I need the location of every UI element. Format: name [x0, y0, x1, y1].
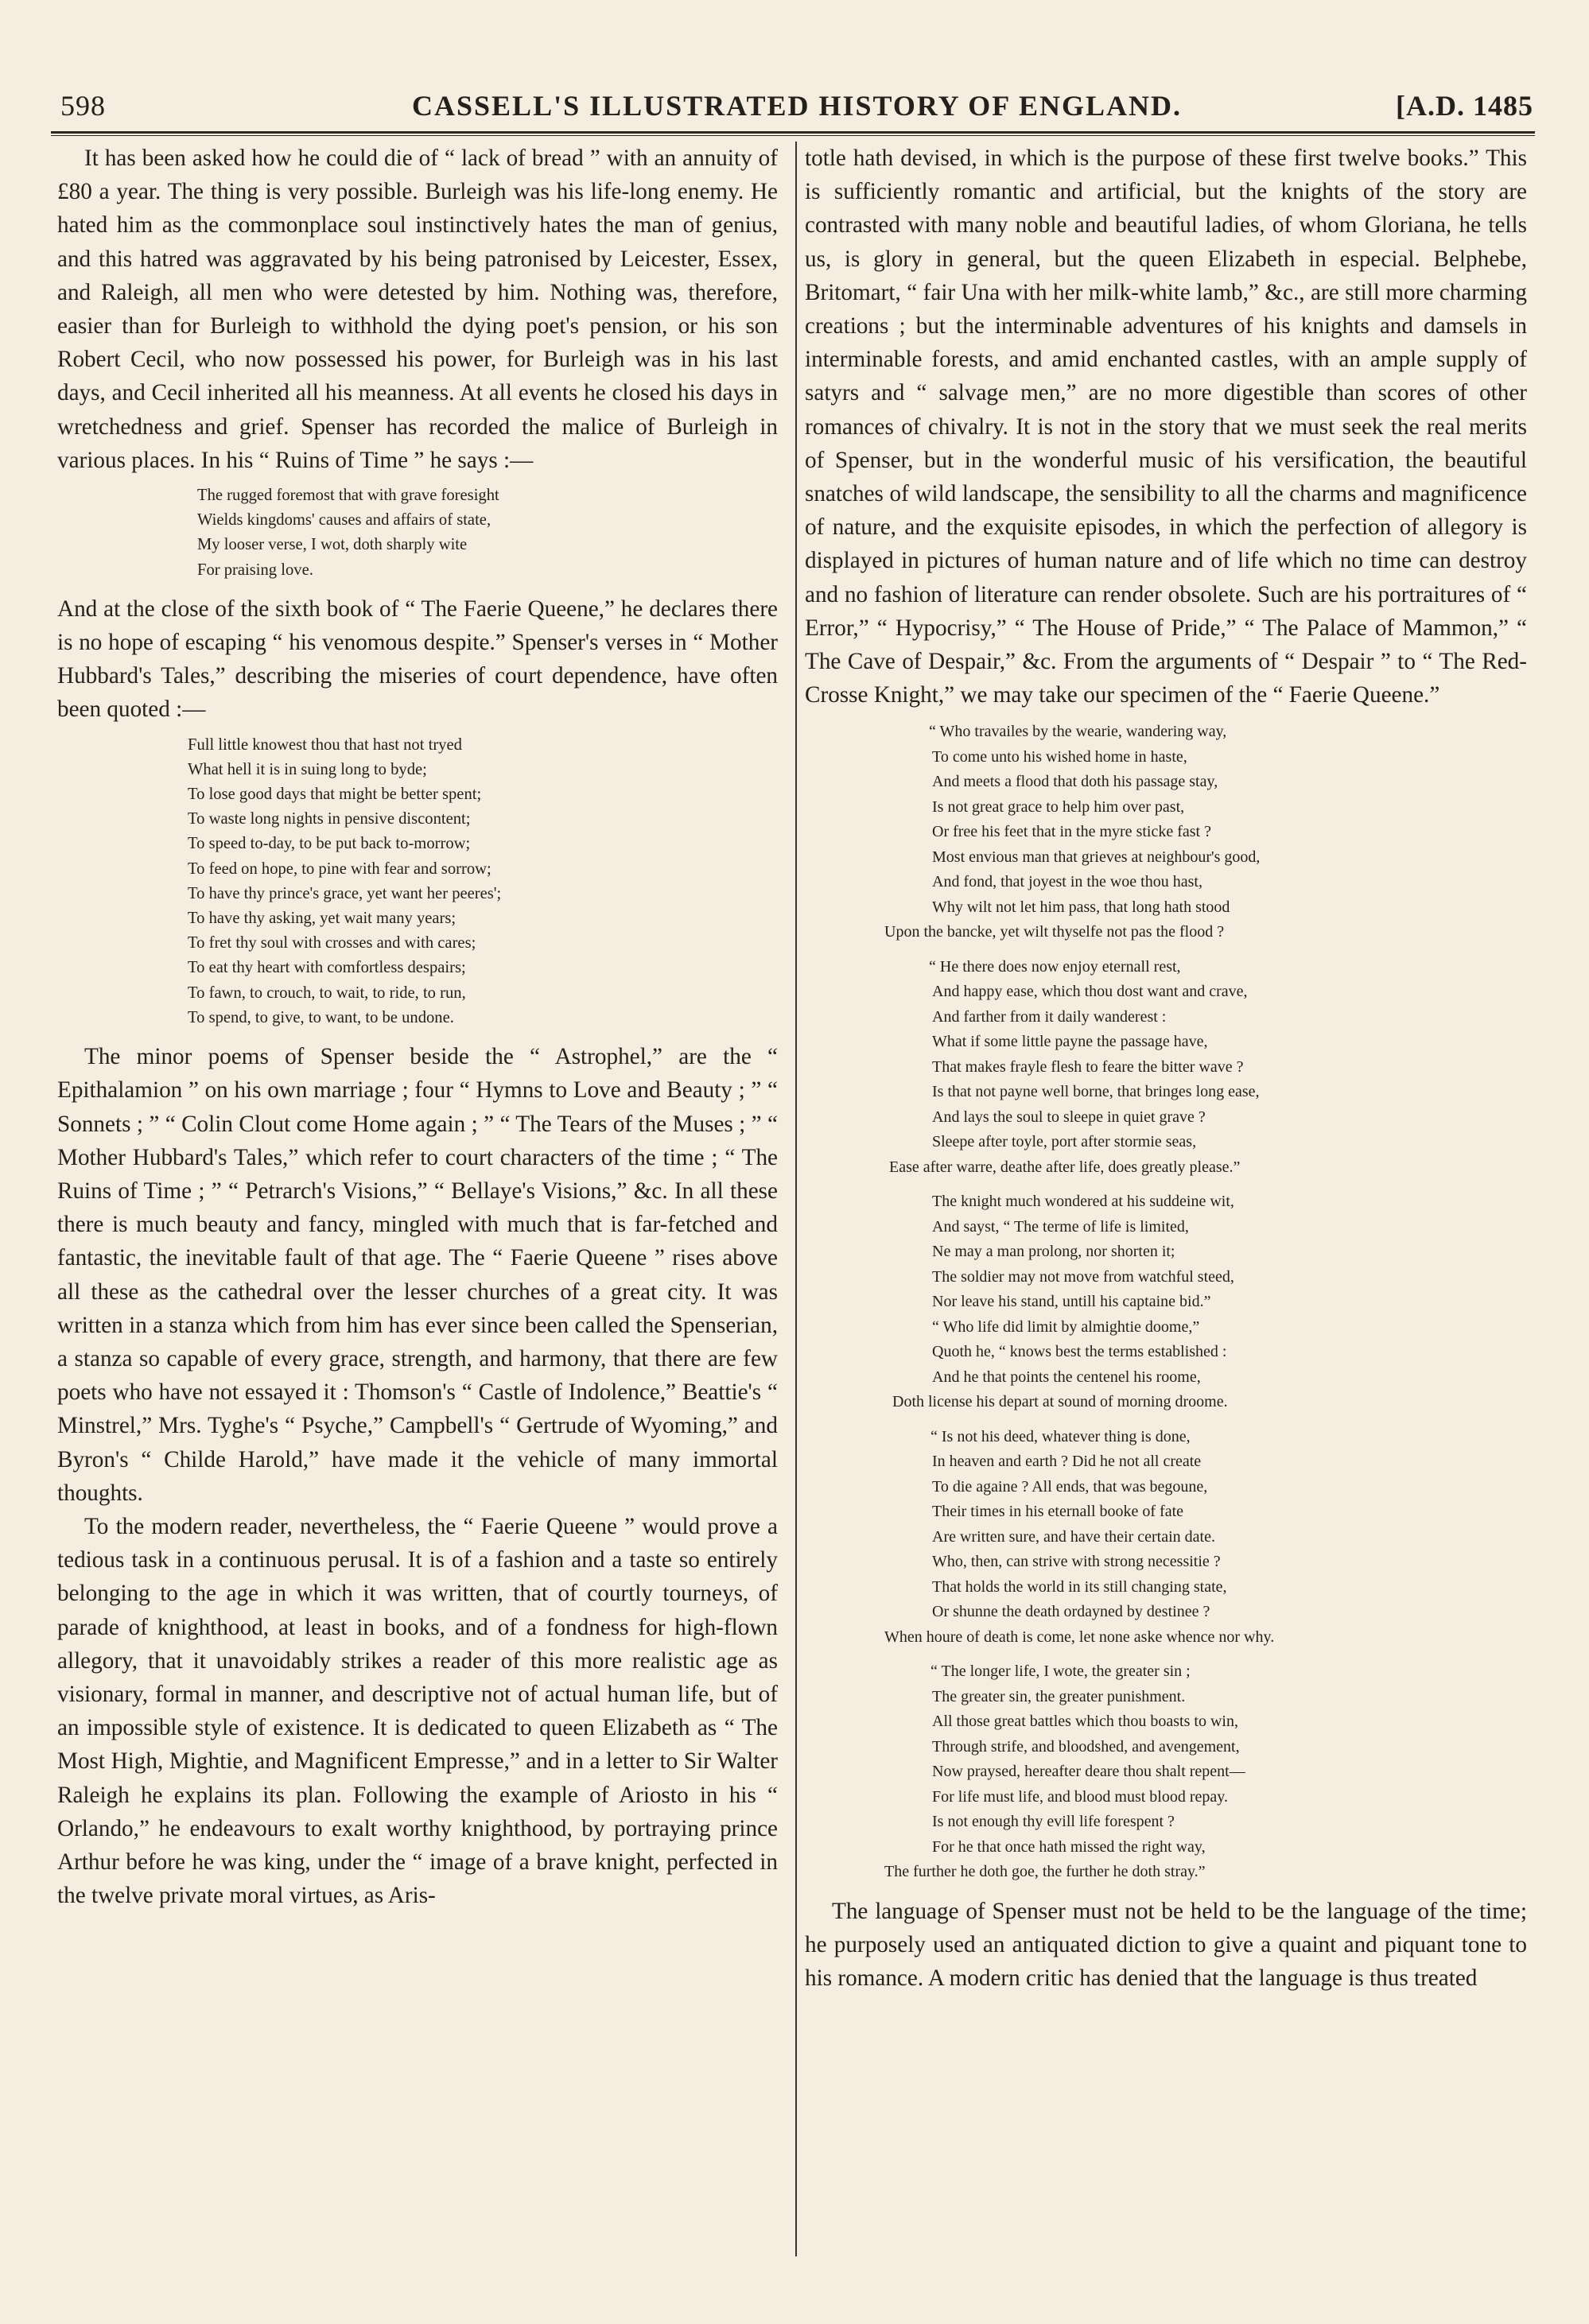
verse-line: Nor leave his stand, untill his captaine bid.” — [932, 1293, 1211, 1311]
verse-line: And happy ease, which thou dost want and crave, — [932, 983, 1248, 1001]
verse-line: To have thy prince's grace, yet want her peeres'; — [188, 884, 502, 902]
verse-line: And meets a flood that doth his passage stay, — [932, 773, 1218, 791]
verse-line: Most envious man that grieves at neighbour's good, — [932, 848, 1261, 866]
verse-line: To feed on hope, to pine with fear and sorrow; — [188, 859, 491, 878]
verse-line: The greater sin, the greater punishment. — [932, 1687, 1186, 1705]
verse-line: Why wilt not let him pass, that long hath stood — [932, 898, 1230, 916]
right-column — [805, 142, 1527, 1996]
verse-line: Now praysed, hereafter deare thou shalt repent— — [932, 1763, 1245, 1781]
verse-line: Is not great grace to help him over past, — [932, 797, 1185, 816]
verse-line: To die againe ? All ends, that was begoune, — [932, 1477, 1208, 1496]
verse-line: And farther from it daily wanderest : — [932, 1007, 1167, 1026]
verse-line: And sayst, “ The terme of life is limited, — [932, 1217, 1189, 1236]
verse-line: Ne may a man prolong, nor shorten it; — [932, 1243, 1175, 1261]
left-column — [57, 142, 778, 1912]
verse-line: And fond, that joyest in the woe thou hast, — [932, 873, 1202, 891]
verse-line: The knight much wondered at his suddeine wit, — [932, 1193, 1234, 1211]
verse-line: To lose good days that might be better spent; — [188, 786, 482, 804]
paragraph: The minor poems of Spenser beside the “ Astrophel,” are the “ Epithalamion ” on his own marriage ; four “ Hymns to Love and Beauty ; ” “ Sonnets ; ” “ Colin Clout come Home again ; ” “ The Tears of the Muses ; ” “ Mother Hubbard's Tales,” which refer to court characters of the time ; “ The Ruins of Time ; ” “ Petrarch's Visions,” “ Bellaye's Visions,” &c. In all these there is much beauty and fancy, mingled with much that is far-fetched and fantastic, the inevitable fault of that age. The “ Faerie Queene ” rises above all these as the cathedral over the lesser churches of a great city. It was written in a stanza which from him has ever since been called the Spenserian, a stanza so capable of every grace, strength, and harmony, that there are few poets who have not essayed it : Thomson's “ Castle of Indolence,” Beattie's “ Minstrel,” Mrs. Tyghe's “ Psyche,” Campbell's “ Gertrude of Wyoming,” and Byron's “ Childe Harold,” have made it the vehicle of many immortal thoughts. — [57, 1044, 778, 1506]
page-number: 598 — [60, 90, 106, 122]
verse-line: To come unto his wished home in haste, — [932, 747, 1187, 766]
verse-stanza — [884, 955, 1527, 1181]
verse-line: All those great battles which thou boasts to win, — [932, 1713, 1238, 1731]
header-rule-thin — [51, 135, 1535, 136]
verse-line: The further he doth goe, the further he doth stray.” — [884, 1863, 1206, 1881]
verse-quote — [188, 733, 778, 1030]
paragraph: totle hath devised, in which is the purpose of these first twelve books.” This is sufficiently romantic and artificial, but the knights of the story are contrasted with many noble and beautiful ladies, of whom Gloriana, he tells us, is glory in general, but the queen Elizabeth in especial. Belphebe, Britomart, “ fair Una with her milk-white lamb,” &c., are still more charming creations ; but the interminable adventures of his knights and damsels in interminable forests, and amid enchanted castles, with an ample supply of satyrs and “ salvage men,” are no more digestible than scores of other romances of chivalry. It is not in the story that we must seek the real merits of Spenser, but in the wonderful music of his versification, the beautiful snatches of wild landscape, the sensibility to all the charms and magnificence of nature, and the exquisite episodes, in which the perfection of allegory is displayed in pictures of human nature and of life which no time can destroy and no fashion of literature can render obsolete. Such are his portraitures of “ Error,” “ Hypocrisy,” “ The House of Pride,” “ The Palace of Mammon,” “ The Cave of Despair,” &c. From the arguments of “ Despair ” to “ The Red-Crosse Knight,” we may take our specimen of the “ Faerie Queene.” — [805, 145, 1527, 708]
verse-line: For life must life, and blood must blood repay. — [932, 1787, 1228, 1806]
verse-line: “ Who life did limit by almightie doome,” — [932, 1317, 1200, 1336]
paragraph: The language of Spenser must not be held to be the language of the time; he purposely used an antiquated diction to give a quaint and piquant tone to his romance. A modern critic has denied that the language is thus treated — [805, 1898, 1527, 1992]
verse-line: Ease after warre, deathe after life, does greatly please.” — [889, 1158, 1241, 1176]
verse-line: “ Who travailes by the wearie, wandering way, — [929, 723, 1227, 741]
verse-quote — [197, 483, 778, 583]
verse-line: Through strife, and bloodshed, and avengement, — [932, 1737, 1240, 1756]
verse-line: To have thy asking, yet wait many years; — [188, 910, 456, 928]
verse-line: Their times in his eternall booke of fate — [932, 1503, 1184, 1521]
verse-line: The rugged foremost that with grave foresight — [197, 487, 499, 505]
verse-line: Or shunne the death ordayned by destinee ? — [932, 1603, 1210, 1621]
verse-line: “ He there does now enjoy eternall rest, — [929, 957, 1181, 976]
verse-line: That makes frayle flesh to feare the bitter wave ? — [932, 1057, 1244, 1076]
verse-line: And lays the soul to sleepe in quiet grave ? — [932, 1108, 1206, 1126]
verse-line: What hell it is in suing long to byde; — [188, 760, 427, 778]
date-marker: [A.D. 1485 — [1396, 90, 1533, 122]
running-title: CASSELL'S ILLUSTRATED HISTORY OF ENGLAND. — [412, 90, 1182, 122]
verse-line: To eat thy heart with comfortless despairs; — [188, 959, 466, 977]
verse-line: “ Is not his deed, whatever thing is done, — [930, 1427, 1191, 1445]
verse-line: Are written sure, and have their certain date. — [932, 1527, 1215, 1546]
verse-line: Upon the bancke, yet wilt thyselfe not pas the flood ? — [884, 923, 1225, 941]
verse-line: Full little knowest thou that hast not tryed — [188, 735, 462, 754]
header-rule — [51, 131, 1535, 134]
verse-line: The soldier may not move from watchful steed, — [932, 1267, 1234, 1286]
verse-line: And he that points the centenel his roome, — [932, 1368, 1201, 1386]
verse-line: When houre of death is come, let none aske whence nor why. — [884, 1628, 1275, 1646]
verse-stanza — [884, 1425, 1527, 1651]
verse-line: Or free his feet that in the myre sticke fast ? — [932, 823, 1211, 841]
paragraph: To the modern reader, nevertheless, the “ Faerie Queene ” would prove a tedious task in a continuous perusal. It is of a fashion and a taste so entirely belonging to the age in which it was written, that of courtly tourneys, of parade of knighthood, at least in books, and of a fondness for high-flown allegory, that it unavoidably strikes a reader of this more realistic age as visionary, formal in manner, and descriptive not of actual human life, but of an impossible style of existence. It is dedicated to queen Elizabeth as “ The Most High, Mightie, and Magnificent Empresse,” and in a letter to Sir Walter Raleigh he explains its plan. Following the example of Ariosto in his “ Orlando,” he endeavours to exalt worthy knighthood, by portraying prince Arthur before he was king, under the “ image of a brave knight, perfected in the twelve private moral virtues, as Aris- — [57, 1513, 778, 1909]
verse-line: Quoth he, “ knows best the terms established : — [932, 1343, 1227, 1361]
column-divider — [795, 142, 797, 2256]
verse-line: What if some little payne the passage have, — [932, 1033, 1208, 1051]
verse-line: To fawn, to crouch, to wait, to ride, to run, — [188, 984, 466, 1002]
verse-line: My looser verse, I wot, doth sharply wite — [197, 536, 468, 554]
running-header — [60, 83, 1533, 126]
verse-stanza — [884, 1659, 1527, 1885]
verse-line: Is that not payne well borne, that bringes long ease, — [932, 1083, 1260, 1101]
verse-line: Is not enough thy evill life forespent ? — [932, 1813, 1175, 1831]
verse-line: Doth license his depart at sound of morning droome. — [892, 1393, 1228, 1411]
verse-line: For he that once hath missed the right way, — [932, 1837, 1206, 1856]
paragraph: And at the close of the sixth book of “ The Faerie Queene,” he declares there is no hope of escaping “ his venomous despite.” Spenser's verses in “ Mother Hubbard's Tales,” describing the miseries of court dependence, have often been quoted :— — [57, 596, 778, 723]
verse-line: Wields kingdoms' causes and affairs of state, — [197, 511, 491, 530]
verse-stanza — [884, 1189, 1527, 1415]
verse-line: Who, then, can strive with strong necessitie ? — [932, 1553, 1221, 1571]
verse-line: For praising love. — [197, 561, 313, 579]
verse-line: To waste long nights in pensive discontent; — [188, 810, 471, 828]
verse-line: To fret thy soul with crosses and with cares; — [188, 934, 476, 952]
verse-line: That holds the world in its still changing state, — [932, 1577, 1227, 1596]
verse-line: “ The longer life, I wote, the greater sin ; — [930, 1662, 1191, 1681]
paragraph: It has been asked how he could die of “ lack of bread ” with an annuity of £80 a year. The thing is very possible. Burleigh was his life-long enemy. He hated him as the commonplace soul instinctively hates the man of genius, and this hatred was aggravated by his being patronised by Leicester, Essex, and Raleigh, all men who were detested by him. Nothing was, therefore, easier than for Burleigh to withhold the dying poet's pension, or his son Robert Cecil, who now possessed his power, for Burleigh was in his last days, and Cecil inherited all his meanness. At all events he closed his days in wretchedness and grief. Spenser has recorded the malice of Burleigh in various places. In his “ Ruins of Time ” he says :— — [57, 145, 778, 473]
verse-line: In heaven and earth ? Did he not all create — [932, 1453, 1202, 1471]
verse-line: Sleepe after toyle, port after stormie seas, — [932, 1133, 1197, 1151]
verse-stanza — [884, 720, 1527, 945]
verse-line: To spend, to give, to want, to be undone. — [188, 1008, 454, 1026]
verse-line: To speed to-day, to be put back to-morrow; — [188, 835, 471, 853]
